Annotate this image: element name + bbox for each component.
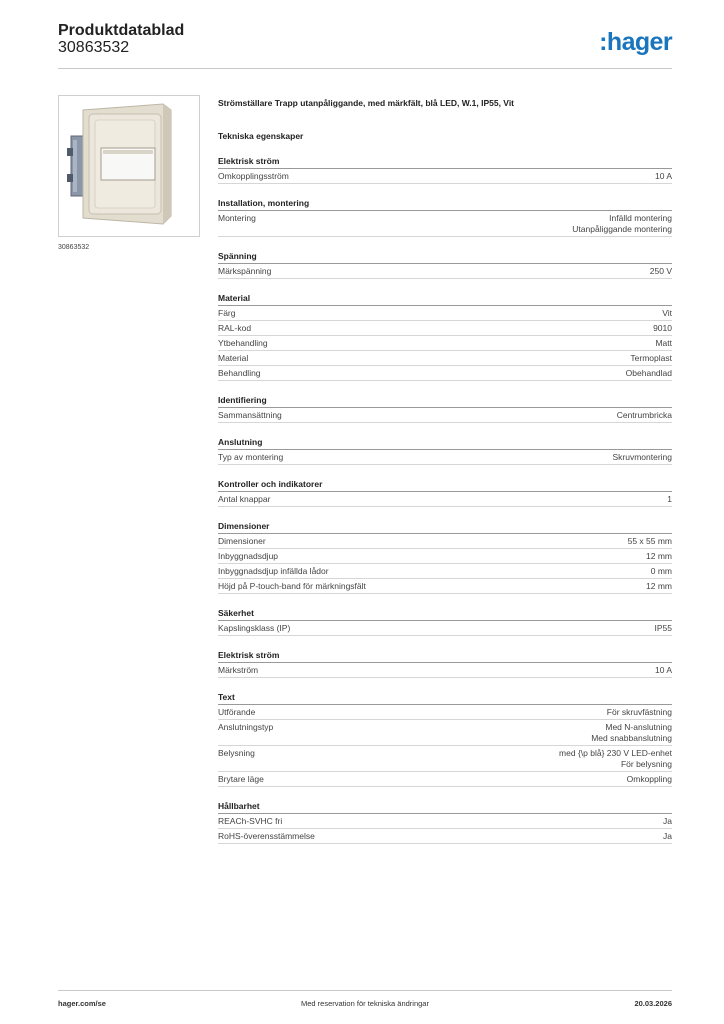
spec-row [218,534,672,549]
spec-value [626,368,672,379]
spec-section [218,521,672,594]
spec-value-line: 1 [667,494,672,504]
spec-label: Belysning [218,748,255,758]
spec-value [627,774,672,785]
spec-row [218,564,672,579]
spec-sections [218,156,672,844]
spec-section [218,198,672,237]
spec-value-line: 250 V [649,266,672,276]
spec-row [218,829,672,844]
switch-illustration [59,96,199,236]
spec-value [630,353,672,364]
spec-row [218,169,672,184]
spec-value [655,171,672,182]
section-title: Kontroller och indikatorer [218,479,672,492]
spec-value-line: IP55 [654,623,672,633]
spec-value [663,831,672,842]
spec-value-line: 0 mm [650,566,672,576]
product-title: Strömställare Trapp utanpåliggande, med märkfält, blå LED, W.1, IP55, Vit [218,98,515,108]
spec-label: Typ av montering [218,452,284,462]
spec-row [218,720,672,746]
product-image [58,95,200,237]
section-title: Material [218,293,672,306]
footer-website: hager.com/se [58,999,106,1008]
spec-value-line: Centrumbricka [616,410,672,420]
spec-label: Märkström [218,665,259,675]
spec-label: Märkspänning [218,266,272,276]
spec-value-line: 12 mm [646,581,672,591]
document-header [58,22,184,57]
section-title: Hållbarhet [218,801,672,814]
spec-value-line: Med snabbanslutning [591,733,672,743]
section-title: Anslutning [218,437,672,450]
spec-value-line: Infälld montering [609,213,672,223]
spec-value [667,494,672,505]
spec-row [218,772,672,787]
spec-section [218,650,672,678]
spec-value [628,536,672,547]
spec-value [612,452,672,463]
spec-section [218,293,672,381]
spec-value [646,551,672,562]
spec-row [218,336,672,351]
spec-label: Kapslingsklass (IP) [218,623,291,633]
spec-label: Inbyggnadsdjup infällda lådor [218,566,329,576]
spec-value [650,266,672,277]
hager-logo: :hager [599,28,672,56]
spec-value [663,816,672,827]
logo-text: hager [606,28,672,56]
section-title: Säkerhet [218,608,672,621]
spec-label: REACh-SVHC fri [218,816,283,826]
spec-row [218,450,672,465]
spec-label: RoHS-överensstämmelse [218,831,315,841]
document-title: Produktdatablad [58,22,185,39]
spec-label: Höjd på P-touch-band för märkningsfält [218,581,366,591]
spec-value [572,213,672,235]
spec-value [591,722,672,744]
spec-value [655,665,672,676]
spec-section [218,608,672,636]
spec-value-line: med {\p blå} 230 V LED-enhet [559,748,672,758]
spec-value [607,707,672,718]
footer-date: 20.03.2026 [634,999,672,1008]
section-title: Installation, montering [218,198,672,211]
spec-row [218,264,672,279]
spec-label: Färg [218,308,236,318]
spec-value-line: 10 A [654,665,672,675]
spec-label: Antal knappar [218,494,271,504]
spec-label: Utförande [218,707,256,717]
spec-section [218,251,672,279]
spec-label: Sammansättning [218,410,282,420]
section-title: Identifiering [218,395,672,408]
spec-label: Material [218,353,249,363]
spec-value [651,566,672,577]
tech-heading: Tekniska egenskaper [218,131,304,141]
spec-label: RAL-kod [218,323,252,333]
spec-value [662,308,672,319]
spec-value-line: Termoplast [630,353,672,363]
spec-label: Behandling [218,368,261,378]
spec-row [218,351,672,366]
spec-value [646,581,672,592]
spec-section [218,801,672,844]
spec-label: Omkopplingsström [218,171,289,181]
spec-label: Anslutningstyp [218,722,274,732]
section-title: Elektrisk ström [218,650,672,663]
spec-value-line: Ja [663,831,672,841]
footer-divider [58,990,672,991]
spec-content [218,97,672,844]
spec-value-line: Skruvmontering [612,452,672,462]
spec-section [218,479,672,507]
spec-value-line: För belysning [620,759,672,769]
spec-row [218,579,672,594]
spec-label: Inbyggnadsdjup [218,551,279,561]
spec-row [218,621,672,636]
spec-value-line: 10 A [654,171,672,181]
spec-value-line: För skruvfästning [606,707,672,717]
spec-row [218,211,672,237]
spec-label: Montering [218,213,256,223]
section-title: Spänning [218,251,672,264]
spec-value [655,623,673,634]
spec-row [218,321,672,336]
spec-label: Brytare läge [218,774,264,784]
section-title: Dimensioner [218,521,672,534]
spec-value [655,338,672,349]
spec-row [218,366,672,381]
spec-value-line: Utanpåliggande montering [572,224,672,234]
spec-value [617,410,672,421]
spec-row [218,746,672,772]
spec-section [218,156,672,184]
spec-value-line: 9010 [653,323,672,333]
spec-row [218,549,672,564]
spec-section [218,395,672,423]
spec-value-line: Obehandlad [625,368,672,378]
spec-row [218,663,672,678]
spec-value-line: Ja [663,816,672,826]
spec-value [559,748,672,770]
spec-value-line: Vit [662,308,672,318]
spec-value [653,323,672,334]
product-code: 30863532 [58,39,130,56]
spec-section [218,692,672,787]
header-divider [58,68,672,69]
spec-row [218,408,672,423]
spec-value-line: Matt [655,338,672,348]
spec-value-line: 55 x 55 mm [627,536,672,546]
spec-label: Dimensioner [218,536,266,546]
spec-value-line: Med N-anslutning [605,722,672,732]
footer-note: Med reservation för tekniska ändringar [301,999,429,1008]
image-caption: 30863532 [58,244,90,251]
spec-label: Ytbehandling [218,338,268,348]
spec-row [218,306,672,321]
section-title: Elektrisk ström [218,156,672,169]
spec-value-line: 12 mm [646,551,672,561]
spec-value-line: Omkoppling [626,774,672,784]
section-title: Text [218,692,672,705]
spec-section [218,437,672,465]
spec-row [218,814,672,829]
spec-row [218,492,672,507]
spec-row [218,705,672,720]
